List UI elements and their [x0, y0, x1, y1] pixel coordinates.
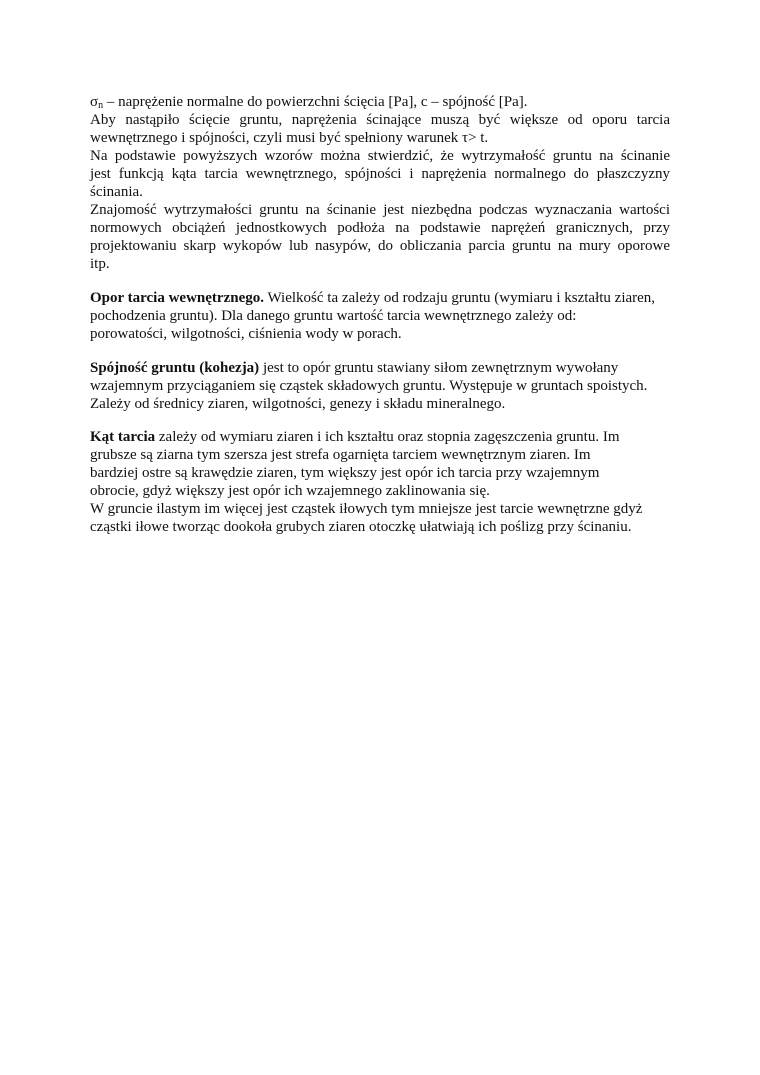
- kat-heading: Kąt tarcia: [90, 429, 156, 445]
- paragraph-line: cząstki iłowe tworząc dookoła grubych ziaren otoczkę ułatwiają ich poślizg przy ścinaniu.: [90, 519, 632, 535]
- kat-line-1-text: zależy od wymiaru ziaren i ich kształtu oraz stopnia zagęszczenia gruntu. Im: [155, 429, 620, 445]
- intro-section: [90, 93, 670, 273]
- intro-line-1-text: – naprężenie normalne do powierzchni ścięcia [Pa], c – spójność [Pa].: [103, 94, 528, 110]
- opor-line-1-text: Wielkość ta zależy od rodzaju gruntu (wymiaru i kształtu ziaren,: [264, 290, 656, 306]
- kat-line-1: [90, 428, 670, 446]
- paragraph-line: Zależy od średnicy ziaren, wilgotności, genezy i składu mineralnego.: [90, 396, 506, 412]
- paragraph-line: obrocie, gdyż większy jest opór ich wzajemnego zaklinowania się.: [90, 483, 490, 499]
- sigma-subscript: n: [98, 100, 104, 111]
- paragraph-line: bardziej ostre są krawędzie ziaren, tym większy jest opór ich tarcia przy wzajemnym: [90, 465, 600, 481]
- kat-section: [90, 428, 670, 536]
- paragraph-line: wewnętrznego i spójności, czyli musi być spełniony warunek τ> t.: [90, 130, 489, 146]
- opor-line-1: [90, 289, 670, 307]
- paragraph-line: ścinania.: [90, 184, 143, 200]
- spojnosc-section: [90, 359, 670, 413]
- opor-section: [90, 289, 670, 343]
- paragraph-line: Na podstawie powyższych wzorów można stwierdzić, że wytrzymałość gruntu na ścinanie: [90, 148, 670, 164]
- paragraph-line: grubsze są ziarna tym szersza jest strefa ogarnięta tarciem wewnętrznym ziaren. Im: [90, 447, 591, 463]
- paragraph-line: normowych obciążeń jednostkowych podłoża na podstawie naprężeń granicznych, przy: [90, 220, 670, 236]
- paragraph-line: pochodzenia gruntu). Dla danego gruntu wartość tarcia wewnętrznego zależy od:: [90, 308, 577, 324]
- paragraph-line: porowatości, wilgotności, ciśnienia wody w porach.: [90, 326, 402, 342]
- intro-line-1: [90, 93, 670, 111]
- paragraph-line: W gruncie ilastym im więcej jest cząstek iłowych tym mniejsze jest tarcie wewnętrzne gdyż: [90, 501, 643, 517]
- paragraph-line: projektowaniu skarp wykopów lub nasypów, do obliczania parcia gruntu na mury oporowe: [90, 238, 670, 254]
- spojnosc-line-1: [90, 359, 670, 377]
- paragraph-line: Znajomość wytrzymałości gruntu na ścinanie jest niezbędna podczas wyznaczania wartości: [90, 202, 670, 218]
- sigma-symbol: σ: [90, 94, 99, 110]
- spojnosc-line-1-text: jest to opór gruntu stawiany siłom zewnętrznym wywołany: [259, 360, 619, 376]
- opor-heading: Opor tarcia wewnętrznego.: [90, 290, 264, 306]
- spojnosc-heading: Spójność gruntu (kohezja): [90, 360, 260, 376]
- paragraph-line: Aby nastąpiło ścięcie gruntu, naprężenia ścinające muszą być większe od oporu tarcia: [90, 112, 670, 128]
- paragraph-line: itp.: [90, 256, 110, 272]
- paragraph-line: jest funkcją kąta tarcia wewnętrznego, spójności i naprężenia normalnego do płaszczyzny: [90, 166, 670, 182]
- paragraph-line: wzajemnym przyciąganiem się cząstek składowych gruntu. Występuje w gruntach spoistych.: [90, 378, 648, 394]
